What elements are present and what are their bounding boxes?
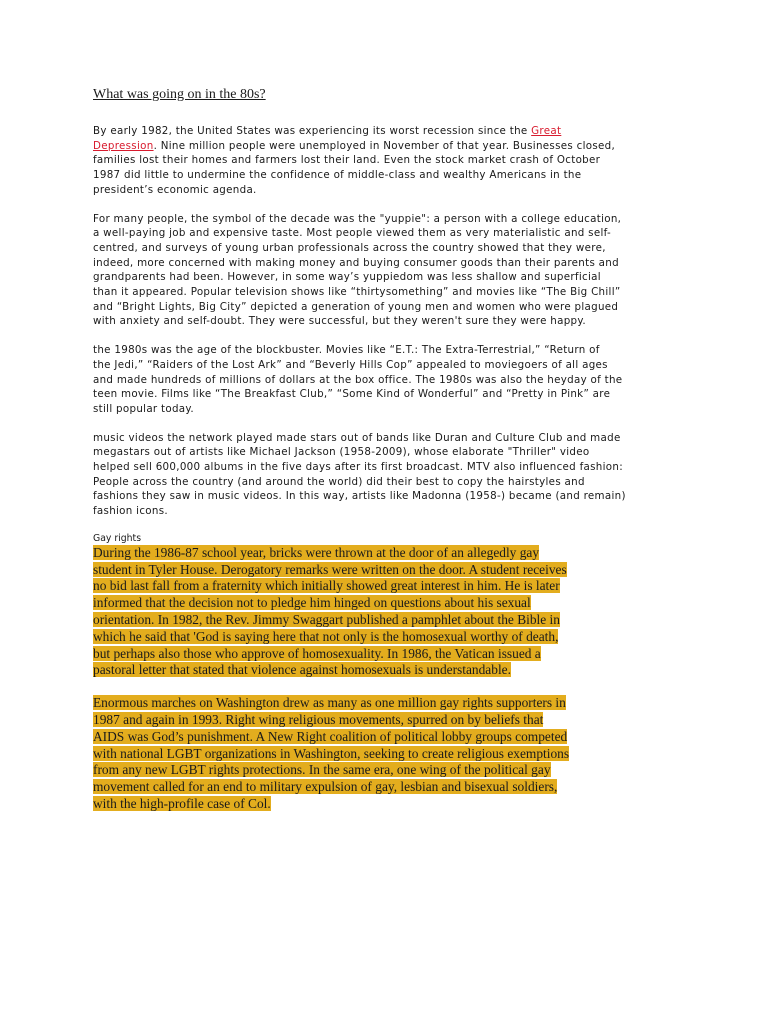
paragraph-recession [93, 124, 675, 198]
link-text-line2[interactable]: Depression [93, 139, 154, 152]
highlight-span-1: During the 1986-87 school year, bricks were thrown at the door of an allegedly gay student in Tyler House. Derogatory remarks were written on the door. A student receives no bid last fall from a fraternity which initially showed great interest in him. He is later informed that the decision not to pledge him hinged on questions about his sexual orientation. In 1982, the Rev. Jimmy Swaggart published a pamphlet about the Bible in which he said that 'God is saying here that not only is the homosexual worthy of death, but perhaps also those who approve of homosexuality. In 1986, the Vatican issued a pastoral letter that stated that violence against homosexuals is understandable. [93, 544, 567, 678]
paragraph-yuppie: For many people, the symbol of the decade was the "yuppie": a person with a college education, a well-paying job and expensive taste. Most people viewed them as very materialistic and self- centred, and surveys of young urban professionals across the country showed that they were, indeed, more concerned with making money and buying consumer goods than their parents and grandparents had been. However, in some way’s yuppiedom was less shallow and superficial than it appeared. Popular television shows like “thirtysomething” and movies like “The Big Chill” and “Bright Lights, Big City” depicted a generation of young men and women who were plagued with anxiety and self-doubt. They were successful, but they weren't sure they were happy. [93, 212, 622, 328]
paragraph-music-videos: music videos the network played made stars out of bands like Duran and Culture Club and made megastars out of artists like Michael Jackson (1958-2009), whose elaborate "Thriller" video helped sell 600,000 albums in the five days after its first broadcast. MTV also influenced fashion: People across the country (and around the world) did their best to copy the hairstyles and fashions they saw in music videos. In this way, artists like Madonna (1958-) became (and remain) fashion icons. [93, 431, 626, 518]
highlighted-paragraph-2 [93, 695, 675, 813]
document-title: What was going on in the 80s? [93, 87, 266, 102]
link-text-line1[interactable]: Great [531, 125, 562, 137]
document-page [93, 86, 675, 829]
paragraph-blockbuster: the 1980s was the age of the blockbuster. Movies like “E.T.: The Extra-Terrestrial,” “Return of the Jedi,” “Raiders of the Lost Ark” and “Beverly Hills Cop” appealed to moviegoers of all ages and made hundreds of millions of dollars at the box office. The 1980s was also the heyday of the teen movie. Films like “The Breakfast Club,” “Some Kind of Wonderful” and “Pretty in Pink” are still popular today. [93, 344, 623, 415]
paragraph-recession-end: . Nine million people were unemployed in November of that year. Businesses closed, families lost their homes and farmers lost their land. Even the stock market crash of October 1987 did little to undermine the confidence of middle-class and wealthy Americans in the president’s economic agenda. [93, 139, 616, 196]
paragraph-recession-start: By early 1982, the United States was experiencing its worst recession since the [93, 125, 532, 137]
highlighted-paragraph-1 [93, 545, 675, 679]
highlight-span-2: Enormous marches on Washington drew as many as one million gay rights supporters in 1987 and again in 1993. Right wing religious movements, spurred on by beliefs that AIDS was God’s punishment. A New Right coalition of political lobby groups competed with national LGBT organizations in Washington, seeking to create religious exemptions from any new LGBT rights protections. In the same era, one wing of the political gay movement called for an end to military expulsion of gay, lesbian and bisexual soldiers, with the high-profile case of Col. [93, 695, 570, 812]
gay-rights-heading: Gay rights [93, 532, 142, 544]
